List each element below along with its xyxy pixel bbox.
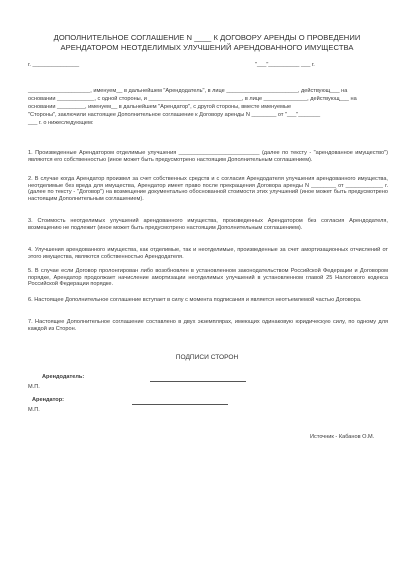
paragraph-7: 7. Настоящее Дополнительное соглашение составлено в двух экземплярах, имеющих одинаковую юридическую силу, по одному для каждой из Сторон. bbox=[28, 319, 388, 332]
lessee-signature-line bbox=[132, 404, 228, 405]
document-title-line-1: ДОПОЛНИТЕЛЬНОЕ СОГЛАШЕНИЕ N ____ К ДОГОВОРУ АРЕНДЫ О ПРОВЕДЕНИИ bbox=[53, 33, 361, 42]
paragraph-6: 6. Настоящее Дополнительное соглашение вступает в силу с момента подписания и является неотъемлемой частью Договора. bbox=[28, 297, 362, 303]
lessee-label: Арендатор: bbox=[32, 397, 64, 403]
paragraph-5: 5. В случае если Договор пролонгирован либо возобновлен в установленном законодательством Российской Федерации и Договором порядке, Арендатор продолжает начисление амортизации неотделимых улучшений в установленном главой 25 Налогового кодекса Российской Федерации порядке. bbox=[28, 268, 388, 288]
lessee-stamp-label: М.П. bbox=[28, 407, 40, 413]
signatures-heading: ПОДПИСИ СТОРОН bbox=[175, 354, 239, 361]
paragraph-1: 1. Произведенные Арендатором отделимые улучшения __________________________ (далее по тексту - "арендованное имущество") являются его собственностью (иное может быть предусмотрено настоящим Дополнительным соглашением). bbox=[28, 150, 388, 163]
paragraph-2: 2. В случае когда Арендатор произвел за счет собственных средств и с согласия Арендодателя улучшения арендованного имущества, неотделимые без вреда для имущества, Арендатор имеет право после прекращения Договора аренды N ________ от ____________ г. (далее по тексту - "Договор") на возмещение документально обоснованной стоимости этих улучшений (иное может быть предусмотрено настоящим Дополнительным соглашением). bbox=[28, 176, 388, 202]
lessor-signature-line bbox=[150, 381, 246, 382]
preamble-line-3: основании _________, именуем__ в дальнейшем "Арендатор", с другой стороны, вместе именуемые bbox=[28, 104, 292, 110]
paragraph-4: 4. Улучшения арендованного имущества, как отделимые, так и неотделимые, произведенные за счет амортизационных отчислений от этого имущества, являются собственностью Арендодателя. bbox=[28, 247, 388, 260]
source-note: Источник - Кабанов О.М. bbox=[310, 434, 375, 440]
document-title-line-2: АРЕНДАТОРОМ НЕОТДЕЛИМЫХ УЛУЧШЕНИЙ АРЕНДОВАННОГО ИМУЩЕСТВА bbox=[60, 43, 354, 52]
city-line: г. _______________ bbox=[28, 62, 80, 68]
paragraph-3: 3. Стоимость неотделимых улучшений арендованного имущества, произведенных Арендатором без согласия Арендодателя, возмещению не подлежит (иное может быть предусмотрено настоящим Дополнительным соглашением). bbox=[28, 218, 388, 231]
preamble-line-1: ____________________, именуем__ в дальнейшем "Арендодатель", в лице _______________________, действующ___ на bbox=[28, 88, 348, 94]
preamble-line-2: основании ____________, с одной стороны, и ______________________________, в лице ______________, действующ___ на bbox=[28, 96, 357, 102]
date-line: "___"__________ ___ г. bbox=[255, 62, 315, 68]
preamble-line-5: ___ г. о нижеследующем: bbox=[28, 120, 94, 126]
lessor-label: Арендодатель: bbox=[42, 374, 85, 380]
lessor-stamp-label: М.П. bbox=[28, 384, 40, 390]
preamble-line-4: "Стороны", заключили настоящее Дополнительное соглашение к Договору аренды N ________ от "___"_______ bbox=[28, 112, 321, 118]
